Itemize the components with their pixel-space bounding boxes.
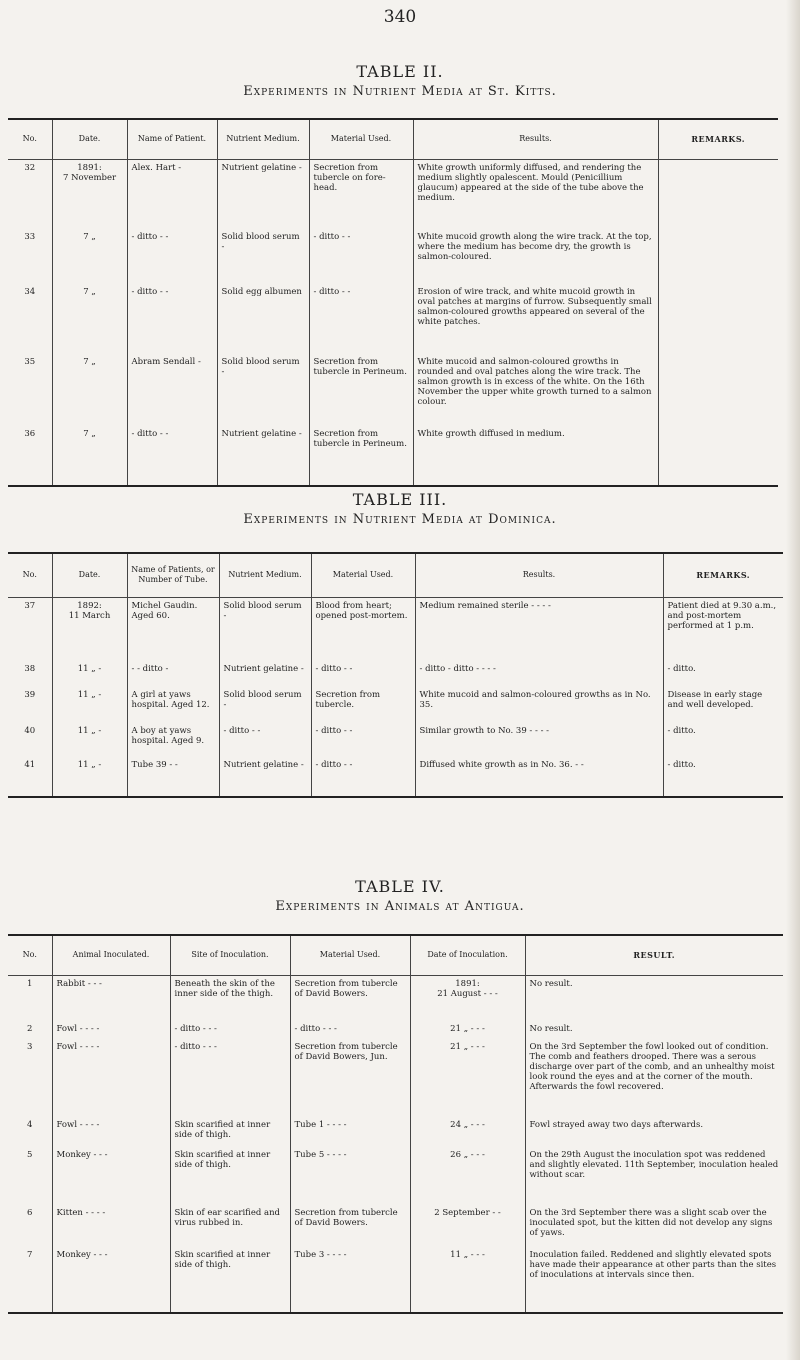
table2-cell-patient: - ditto - - bbox=[127, 229, 217, 284]
table3-header-remarks: REMARKS. bbox=[663, 553, 783, 597]
table4-header-material: Material Used. bbox=[290, 935, 410, 975]
table3-cell-date: 11 „ - bbox=[52, 723, 127, 757]
table2 bbox=[8, 118, 778, 487]
table4-header-animal: Animal Inoculated. bbox=[52, 935, 170, 975]
table3-cell-medium: Nutrient gelatine - bbox=[219, 661, 311, 687]
table4-cell-site: Skin of ear scarified and virus rubbed in. bbox=[170, 1205, 290, 1247]
table2-cell-date: 7 „ bbox=[52, 229, 127, 284]
table2-cell-results: White mucoid growth along the wire track. At the top, where the medium has become dry, the growth is salmon-coloured. bbox=[413, 229, 658, 284]
table-row bbox=[8, 1205, 783, 1247]
table2-header-row bbox=[8, 119, 778, 159]
table2-cell-remarks bbox=[658, 229, 778, 284]
table3-cell-patient: Tube 39 - - bbox=[127, 757, 219, 797]
table4-header-row bbox=[8, 935, 783, 975]
table2-cell-no: 32 bbox=[24, 162, 36, 173]
table4-cell-result: Fowl strayed away two days afterwards. bbox=[525, 1117, 783, 1147]
table2-cell-no: 33 bbox=[24, 232, 36, 242]
table4-cell-result: On the 29th August the inoculation spot was reddened and slightly elevated. 11th September, inoculation healed without scar. bbox=[525, 1147, 783, 1205]
table4-cell-result: No result. bbox=[525, 975, 783, 1021]
table2-cell-medium: Solid egg albumen bbox=[217, 284, 309, 354]
table4-cell-site: - ditto - - - bbox=[170, 1039, 290, 1117]
table2-header-patient: Name of Patient. bbox=[127, 119, 217, 159]
table4-cell-material: - ditto - - - bbox=[290, 1021, 410, 1039]
table3-cell-no: 37 bbox=[24, 600, 36, 611]
table3-cell-material: - ditto - - bbox=[311, 723, 415, 757]
table3-cell-no: 40 bbox=[24, 726, 36, 736]
table4-cell-date: 26 „ - - - bbox=[410, 1147, 525, 1205]
table-row bbox=[8, 284, 778, 354]
table3-cell-no: 39 bbox=[24, 690, 36, 700]
table4-cell-no: 4 bbox=[27, 1120, 33, 1130]
table4-cell-no: 7 bbox=[8, 1247, 52, 1313]
table2-cell-date: 7 „ bbox=[52, 284, 127, 354]
table4-cell-animal: Fowl - - - - bbox=[52, 1117, 170, 1147]
table-row bbox=[8, 1147, 783, 1205]
table3-cell-medium: - ditto - - bbox=[219, 723, 311, 757]
table3-cell-remarks: - ditto. bbox=[663, 757, 783, 797]
table3-cell-remarks: - ditto. bbox=[663, 661, 783, 687]
table4-cell-result: Inoculation failed. Reddened and slightly elevated spots have made their appearance at other parts than the sites of inoculations at intervals since then. bbox=[525, 1247, 783, 1313]
table3-cell-results: White mucoid and salmon-coloured growths as in No. 35. bbox=[415, 687, 663, 723]
table3-cell-date: 11 „ - bbox=[52, 687, 127, 723]
table2-cell-results: White growth diffused in medium. bbox=[413, 426, 658, 486]
table4-cell-site: - ditto - - - bbox=[170, 1021, 290, 1039]
table4-cell-animal: Monkey - - - bbox=[52, 1247, 170, 1313]
table4-cell-result: On the 3rd September the fowl looked out of condition. The comb and feathers drooped. There was a serous discharge over part of the comb, and an unhealthy moist look round the eyes and at the corner of the mouth. Afterwards the fowl recovered. bbox=[525, 1039, 783, 1117]
table2-cell-no: 35 bbox=[24, 357, 36, 367]
table2-cell-patient: - ditto - - bbox=[127, 426, 217, 486]
table2-cell-remarks bbox=[658, 354, 778, 426]
table-row bbox=[8, 661, 783, 687]
table2-cell-patient: - ditto - - bbox=[127, 284, 217, 354]
table4-cell-material: Tube 3 - - - - bbox=[290, 1247, 410, 1313]
table4-cell-no: 2 bbox=[27, 1024, 33, 1034]
table4 bbox=[8, 934, 783, 1314]
table-row bbox=[8, 1039, 783, 1117]
table2-cell-no: 34 bbox=[24, 287, 36, 297]
table3-cell-no: 38 bbox=[24, 664, 36, 674]
table-row bbox=[8, 229, 778, 284]
table3-header-material: Material Used. bbox=[311, 553, 415, 597]
table2-cell-medium: Solid blood serum - bbox=[217, 229, 309, 284]
table3-title: TABLE III. bbox=[352, 490, 448, 509]
table4-cell-animal: Monkey - - - bbox=[52, 1147, 170, 1205]
table3-cell-patient: A girl at yaws hospital. Aged 12. bbox=[127, 687, 219, 723]
table3-cell-results: Diffused white growth as in No. 36. - - bbox=[415, 757, 663, 797]
table4-header-date: Date of Inoculation. bbox=[410, 935, 525, 975]
table3-cell-patient: Michel Gaudin. Aged 60. bbox=[127, 597, 219, 661]
table4-cell-material: Secretion from tubercle of David Bowers. bbox=[290, 975, 410, 1021]
table2-cell-date: 7 „ bbox=[52, 354, 127, 426]
table-row bbox=[8, 354, 778, 426]
table-row bbox=[8, 1021, 783, 1039]
table3-header-row bbox=[8, 553, 783, 597]
table4-cell-material: Tube 1 - - - - bbox=[290, 1117, 410, 1147]
table4-cell-no: 3 bbox=[27, 1042, 33, 1052]
table2-cell-no: 36 bbox=[8, 426, 52, 486]
table2-cell-date: 7 „ bbox=[52, 426, 127, 486]
table3-cell-material: Secretion from tubercle. bbox=[311, 687, 415, 723]
table3-header-date: Date. bbox=[52, 553, 127, 597]
table4-cell-animal: Rabbit - - - bbox=[52, 975, 170, 1021]
table4-cell-date: 11 „ - - - bbox=[410, 1247, 525, 1313]
table3-cell-remarks: Disease in early stage and well developed. bbox=[663, 687, 783, 723]
table-row bbox=[8, 159, 778, 229]
table2-cell-results: Erosion of wire track, and white mucoid growth in oval patches at margins of furrow. Subsequently small salmon-coloured growths appeared on several of the white patches. bbox=[413, 284, 658, 354]
table3-header-medium: Nutrient Medium. bbox=[219, 553, 311, 597]
table3-cell-results: - ditto - ditto - - - - bbox=[415, 661, 663, 687]
table3-cell-results: Medium remained sterile - - - - bbox=[415, 597, 663, 661]
table4-header-no: No. bbox=[8, 935, 52, 975]
table3-cell-medium: Nutrient gelatine - bbox=[219, 757, 311, 797]
table-row bbox=[8, 757, 783, 797]
table3-cell-no: 41 bbox=[8, 757, 52, 797]
table2-cell-medium: Nutrient gelatine - bbox=[217, 159, 309, 229]
table4-cell-date: 1891: 21 August - - - bbox=[410, 975, 525, 1021]
table4-cell-site: Skin scarified at inner side of thigh. bbox=[170, 1247, 290, 1313]
table4-cell-animal: Fowl - - - - bbox=[52, 1039, 170, 1117]
table2-cell-patient: Abram Sendall - bbox=[127, 354, 217, 426]
table2-cell-remarks bbox=[658, 159, 778, 229]
table3-cell-material: - ditto - - bbox=[311, 661, 415, 687]
table4-cell-material: Secretion from tubercle of David Bowers. bbox=[290, 1205, 410, 1247]
table2-header-medium: Nutrient Medium. bbox=[217, 119, 309, 159]
table4-subtitle: Experiments in Animals at Antigua. bbox=[275, 899, 525, 914]
table4-cell-animal: Kitten - - - - bbox=[52, 1205, 170, 1247]
page-number: 340 bbox=[383, 7, 417, 27]
table3-cell-date: 11 „ - bbox=[52, 661, 127, 687]
table4-cell-no: 5 bbox=[27, 1150, 33, 1160]
table2-cell-material: Secretion from tubercle in Perineum. bbox=[309, 426, 413, 486]
table4-cell-date: 21 „ - - - bbox=[410, 1021, 525, 1039]
table3-cell-results: Similar growth to No. 39 - - - - bbox=[415, 723, 663, 757]
table-row bbox=[8, 975, 783, 1021]
table2-cell-medium: Nutrient gelatine - bbox=[217, 426, 309, 486]
table4-cell-date: 24 „ - - - bbox=[410, 1117, 525, 1147]
table2-cell-medium: Solid blood serum - bbox=[217, 354, 309, 426]
table-row bbox=[8, 1117, 783, 1147]
table4-header-result: RESULT. bbox=[525, 935, 783, 975]
table2-subtitle: Experiments in Nutrient Media at St. Kitts. bbox=[243, 84, 557, 99]
table4-title: TABLE IV. bbox=[355, 877, 445, 896]
table3-cell-patient: - - ditto - bbox=[127, 661, 219, 687]
table2-cell-results: White mucoid and salmon-coloured growths in rounded and oval patches along the wire track. The salmon growth is in excess of the white. On the 16th November the upper white growth turned to a salmon colour. bbox=[413, 354, 658, 426]
table4-cell-result: No result. bbox=[525, 1021, 783, 1039]
table2-cell-material: - ditto - - bbox=[309, 229, 413, 284]
table2-cell-material: Secretion from tubercle in Perineum. bbox=[309, 354, 413, 426]
table2-header-remarks: REMARKS. bbox=[658, 119, 778, 159]
table2-header-date: Date. bbox=[52, 119, 127, 159]
table3-cell-medium: Solid blood serum - bbox=[219, 597, 311, 661]
table4-cell-date: 21 „ - - - bbox=[410, 1039, 525, 1117]
table3-cell-medium: Solid blood serum - bbox=[219, 687, 311, 723]
table4-cell-material: Secretion from tubercle of David Bowers, Jun. bbox=[290, 1039, 410, 1117]
table3-header-no: No. bbox=[8, 553, 52, 597]
table2-cell-remarks bbox=[658, 426, 778, 486]
table3-cell-date: 11 „ - bbox=[52, 757, 127, 797]
table4-cell-site: Skin scarified at inner side of thigh. bbox=[170, 1117, 290, 1147]
table3-cell-remarks: - ditto. bbox=[663, 723, 783, 757]
table2-cell-remarks bbox=[658, 284, 778, 354]
table3-cell-remarks: Patient died at 9.30 a.m., and post-mortem performed at 1 p.m. bbox=[663, 597, 783, 661]
table3-cell-material: - ditto - - bbox=[311, 757, 415, 797]
table4-cell-date: 2 September - - bbox=[410, 1205, 525, 1247]
table3-header-results: Results. bbox=[415, 553, 663, 597]
table4-cell-site: Skin scarified at inner side of thigh. bbox=[170, 1147, 290, 1205]
table4-cell-animal: Fowl - - - - bbox=[52, 1021, 170, 1039]
table4-cell-site: Beneath the skin of the inner side of the thigh. bbox=[170, 975, 290, 1021]
table4-header-site: Site of Inoculation. bbox=[170, 935, 290, 975]
table3-subtitle: Experiments in Nutrient Media at Dominica. bbox=[243, 512, 557, 527]
table-row bbox=[8, 426, 778, 486]
table-row bbox=[8, 597, 783, 661]
table2-header-results: Results. bbox=[413, 119, 658, 159]
table3-cell-material: Blood from heart; opened post-mortem. bbox=[311, 597, 415, 661]
table2-cell-material: - ditto - - bbox=[309, 284, 413, 354]
table-row bbox=[8, 1247, 783, 1313]
table2-cell-date: 1891: 7 November bbox=[52, 159, 127, 229]
table-row bbox=[8, 723, 783, 757]
table3-cell-patient: A boy at yaws hospital. Aged 9. bbox=[127, 723, 219, 757]
table4-cell-no: 6 bbox=[27, 1208, 33, 1218]
table-row bbox=[8, 687, 783, 723]
page-edge-shadow bbox=[786, 0, 800, 1360]
table2-header-material: Material Used. bbox=[309, 119, 413, 159]
table2-cell-patient: Alex. Hart - bbox=[127, 159, 217, 229]
table4-cell-no: 1 bbox=[27, 978, 33, 989]
table3-header-patient: Name of Patients, or Number of Tube. bbox=[127, 553, 219, 597]
table2-cell-results: White growth uniformly diffused, and rendering the medium slightly opalescent. Mould (Penicillium glaucum) appeared at the side of the tube above the medium. bbox=[413, 159, 658, 229]
table2-header-no: No. bbox=[8, 119, 52, 159]
table3-cell-date: 1892: 11 March bbox=[52, 597, 127, 661]
table2-cell-material: Secretion from tubercle on fore-head. bbox=[309, 159, 413, 229]
table4-cell-result: On the 3rd September there was a slight scab over the inoculated spot, but the kitten did not develop any signs of yaws. bbox=[525, 1205, 783, 1247]
table3 bbox=[8, 552, 783, 798]
table2-title: TABLE II. bbox=[356, 62, 444, 81]
table4-cell-material: Tube 5 - - - - bbox=[290, 1147, 410, 1205]
